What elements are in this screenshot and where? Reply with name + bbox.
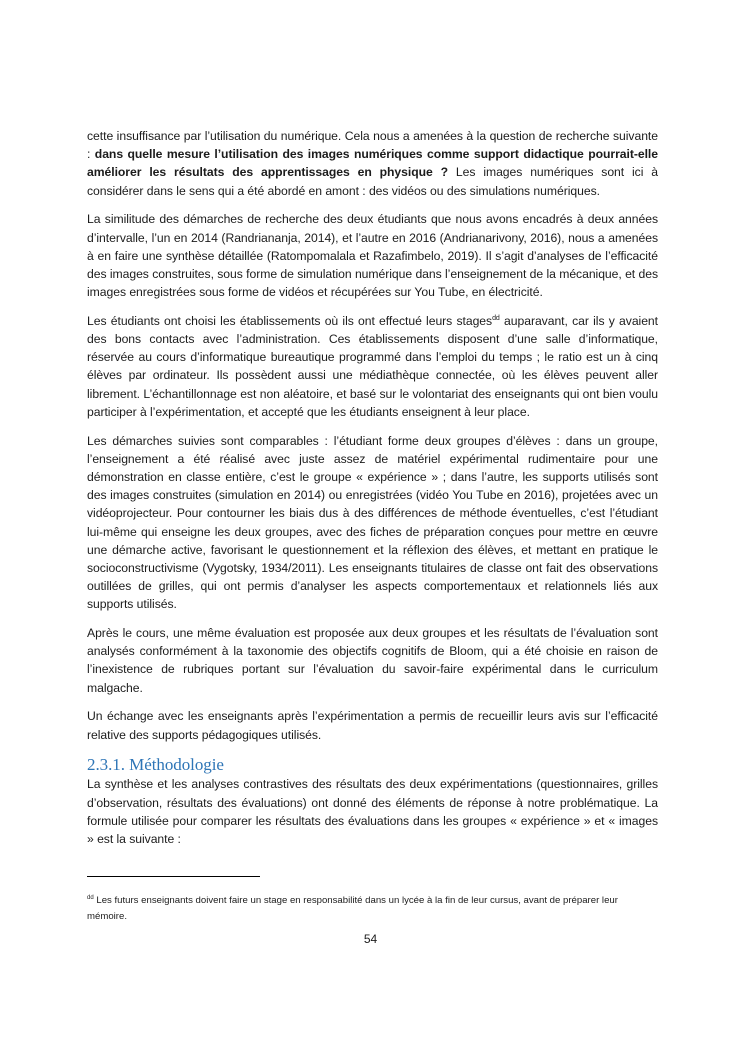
paragraph-text: cette insuffisance par l’utilisation du numérique. Cela nous a amenées à la question de recherche suivante : bbox=[87, 129, 658, 162]
page-number: 54 bbox=[363, 932, 378, 946]
footnote-text: Les futurs enseignants doivent faire un stage en responsabilité dans un lycée à la fin de leur cursus, avant de préparer leur mémoire. bbox=[87, 895, 618, 922]
paragraph-research-question bbox=[87, 127, 658, 200]
footnote-separator bbox=[87, 876, 260, 877]
paragraph-text: Les images numériques sont ici à considérer dans le sens qui a été abordé en amont : des vidéos ou des simulations numériques. bbox=[87, 165, 659, 198]
section-heading: 2.3.1. Méthodologie bbox=[87, 755, 224, 775]
footnote-reference[interactable]: dd bbox=[492, 314, 500, 322]
paragraph-text: auparavant, car ils y avaient des bons contacts avec l’administration. Ces établissements disposent d’une salle d’informatique, réservée au cours d’informatique bureautique programmé dans l’emploi du temps ; le ratio est un à cinq élèves par ordinateur. Ils possèdent aussi une médiathèque connectée, où les élèves peuvent aller librement. L’échantillonnage est non aléatoire, et basé sur le volontariat des enseignants qui ont bien voulu participer à l’expérimentation, et accepté que les étudiants enseignent à leur place. bbox=[87, 313, 658, 419]
paragraph-establishments bbox=[87, 312, 658, 421]
paragraph-evaluation: Après le cours, une même évaluation est proposée aux deux groupes et les résultats de l’évaluation sont analysés conformément à la taxonomie des objectifs cognitifs de Bloom, qui a été choisie en raison de l’inexistence de rubriques portant sur l’évaluation du savoir-faire expérimental dans le curriculum malgache. bbox=[87, 626, 658, 695]
footnote-mark: dd bbox=[87, 895, 94, 901]
page-number-container bbox=[0, 932, 745, 946]
research-question-bold: dans quelle mesure l’utilisation des images numériques comme support didactique pourrait-elle améliorer les résultats des apprentissages en physique ? bbox=[87, 147, 658, 180]
footnote bbox=[87, 893, 658, 925]
body-text bbox=[87, 127, 658, 848]
paragraph-exchange: Un échange avec les enseignants après l’expérimentation a permis de recueillir leurs avis sur l’efficacité relative des supports pédagogiques utilisés. bbox=[87, 709, 658, 742]
paragraph-text: Les étudiants ont choisi les établissements où ils ont effectué leurs stages bbox=[87, 313, 493, 328]
paragraph-methodology: La synthèse et les analyses contrastives des résultats des deux expérimentations (questionnaires, grilles d’observation, résultats des évaluations) ont donné des éléments de réponse à notre problématique. La formule utilisée pour comparer les résultats des évaluations dans les groupes « expérience » et « images » est la suivante : bbox=[87, 777, 658, 846]
paragraph-procedure: Les démarches suivies sont comparables : l’étudiant forme deux groupes d’élèves : dans un groupe, l’enseignement a été réalisé avec juste assez de matériel expérimental rudimentaire pour une démonstration en classe entière, c’est le groupe « expérience » ; dans l’autre, les supports utilisés sont des images construites (simulation en 2014) ou enregistrées (vidéo You Tube en 2016), projetées avec un vidéoprojecteur. Pour contourner les biais dus à des différences de méthode éventuelles, c’est l’étudiant lui-même qui enseigne les deux groupes, avec des fiches de préparation conçues pour mettre en œuvre une démarche active, favorisant le questionnement et la réflexion des élèves, et mettant en pratique le socioconstructivisme (Vygotsky, 1934/2011). Les enseignants titulaires de classe ont fait des observations outillées de grilles, qui ont permis d’analyser les aspects comportementaux et relationnels liés aux supports utilisés. bbox=[87, 433, 658, 612]
paragraph-synthesis: La similitude des démarches de recherche des deux étudiants que nous avons encadrés à deux années d’intervalle, l’un en 2014 (Randriananja, 2014), et l’autre en 2016 (Andrianarivony, 2016), nous a amenées à en faire une synthèse détaillée (Ratompomalala et Razafimbelo, 2019). Il s’agit d’analyses de l’efficacité des images construites, sous forme de simulation numérique dans l’enseignement de la mécanique, et des images enregistrées sous forme de vidéos et récupérées sur You Tube, en électricité. bbox=[87, 212, 658, 300]
